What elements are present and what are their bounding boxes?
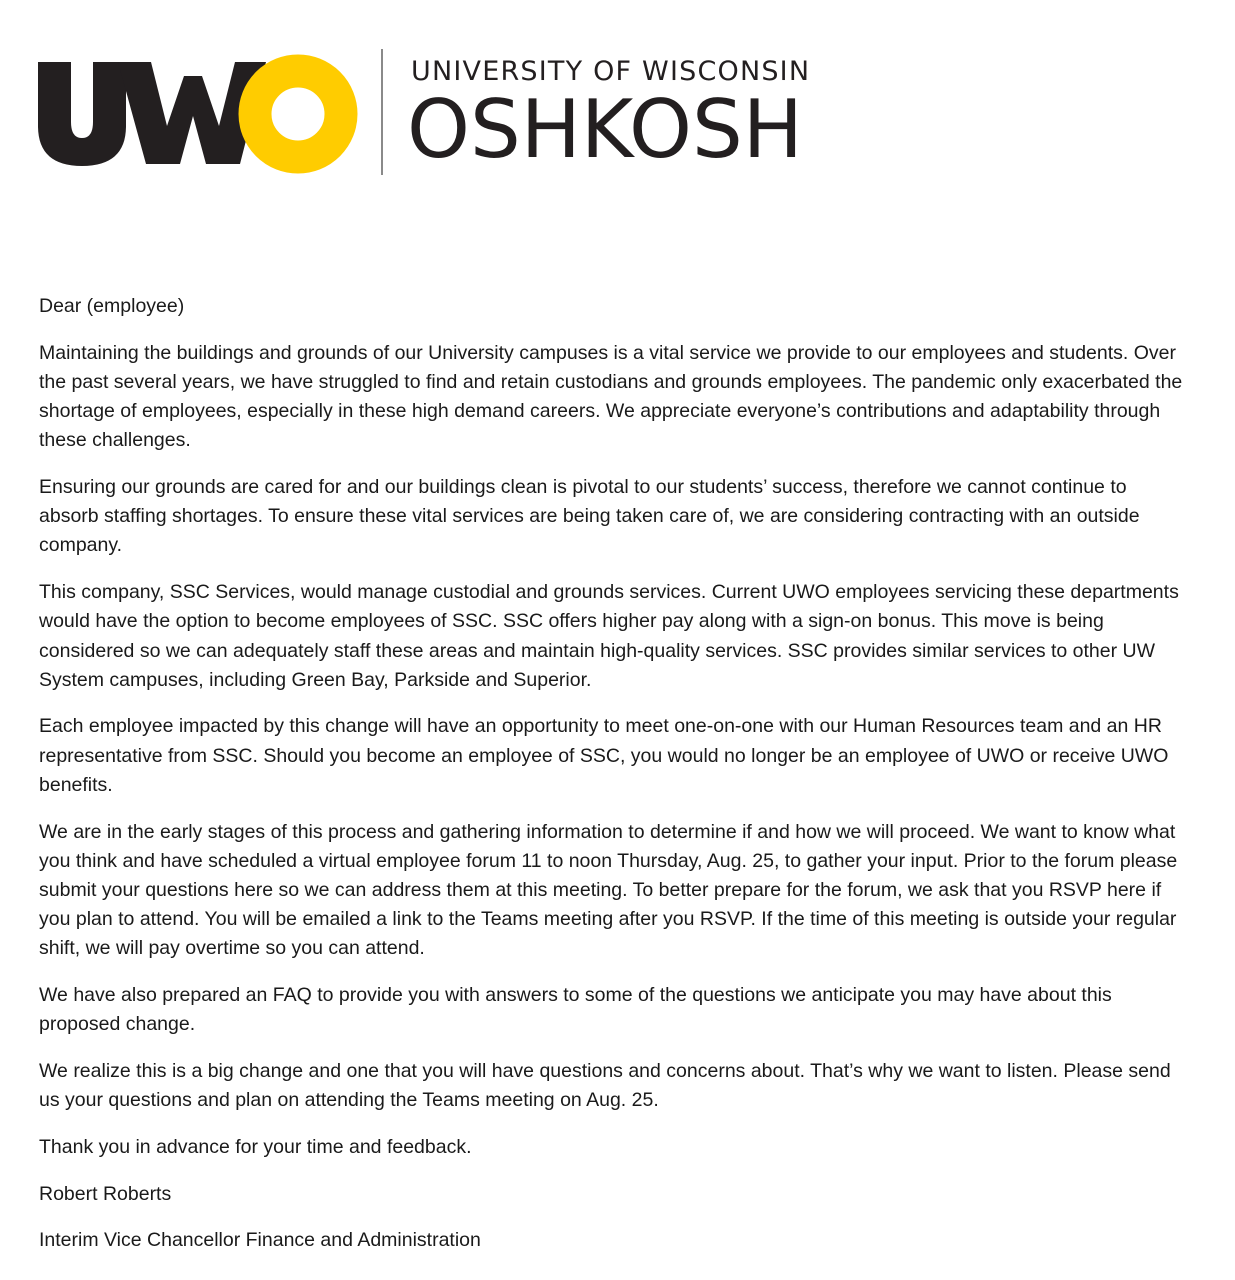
letter-paragraph: We are in the early stages of this process and gathering information to determine if and how we will proceed. We want to know what you think and have scheduled a virtual employee forum 11 to noon Thursday, Aug. 25, to gather your input. Prior to the forum please submit your questions here so we can address them at this meeting. To better prepare for the forum, we ask that you RSVP here if you plan to attend. You will be emailed a link to the Teams meeting after you RSVP. If the time of this meeting is outside your regular shift, we will pay overtime so you can attend. [39, 820, 1178, 960]
letter-paragraph: We have also prepared an FAQ to provide you with answers to some of the questions we anticipate you may have about this proposed change. [39, 984, 1112, 1036]
logo-university-name: UNIVERSITY OF WISCONSIN [411, 56, 811, 87]
letter-body [39, 292, 1189, 1273]
logo-letter-o [255, 71, 341, 157]
logo-campus-name: OSHKOSH [407, 83, 803, 176]
signature-name: Robert Roberts [39, 1182, 172, 1205]
letter-paragraph: Ensuring our grounds are cared for and our buildings clean is pivotal to our students’ success, therefore we cannot continue to absorb staffing shortages. To ensure these vital services are being taken care of, we are considering contracting with an outside company. [39, 476, 1140, 557]
signature-title: Interim Vice Chancellor Finance and Administration [39, 1229, 481, 1252]
letter-paragraph: We realize this is a big change and one that you will have questions and concerns about. That’s why we want to listen. Please send us your questions and plan on attending the Teams meeting on Aug. 25. [39, 1059, 1171, 1112]
university-logo [38, 46, 838, 178]
letter-paragraph: Each employee impacted by this change will have an opportunity to meet one-on-one with our Human Resources team and an HR representative from SSC. Should you become an employee of SSC, you would no longer be an employee of UWO or receive UWO benefits. [39, 715, 1169, 796]
logo-divider [381, 49, 383, 175]
letter-paragraph: Maintaining the buildings and grounds of our University campuses is a vital service we provide to our employees and students. Over the past several years, we have struggled to find and retain custodians and grounds employees. The pandemic only exacerbated the shortage of employees, especially in these high demand careers. We appreciate everyone’s contributions and adaptability through these challenges. [39, 341, 1183, 452]
uwo-logo-mark [38, 46, 358, 178]
letter-paragraph: This company, SSC Services, would manage custodial and grounds services. Current UWO employees servicing these departments would have the option to become employees of SSC. SSC offers higher pay along with a sign-on bonus. This move is being considered so we can adequately staff these areas and maintain high-quality services. SSC provides similar services to other UW System campuses, including Green Bay, Parkside and Superior. [39, 581, 1179, 691]
letter-closing: Thank you in advance for your time and feedback. [39, 1135, 472, 1158]
logo-letter-u [38, 62, 126, 166]
letter-salutation: Dear (employee) [39, 295, 185, 317]
